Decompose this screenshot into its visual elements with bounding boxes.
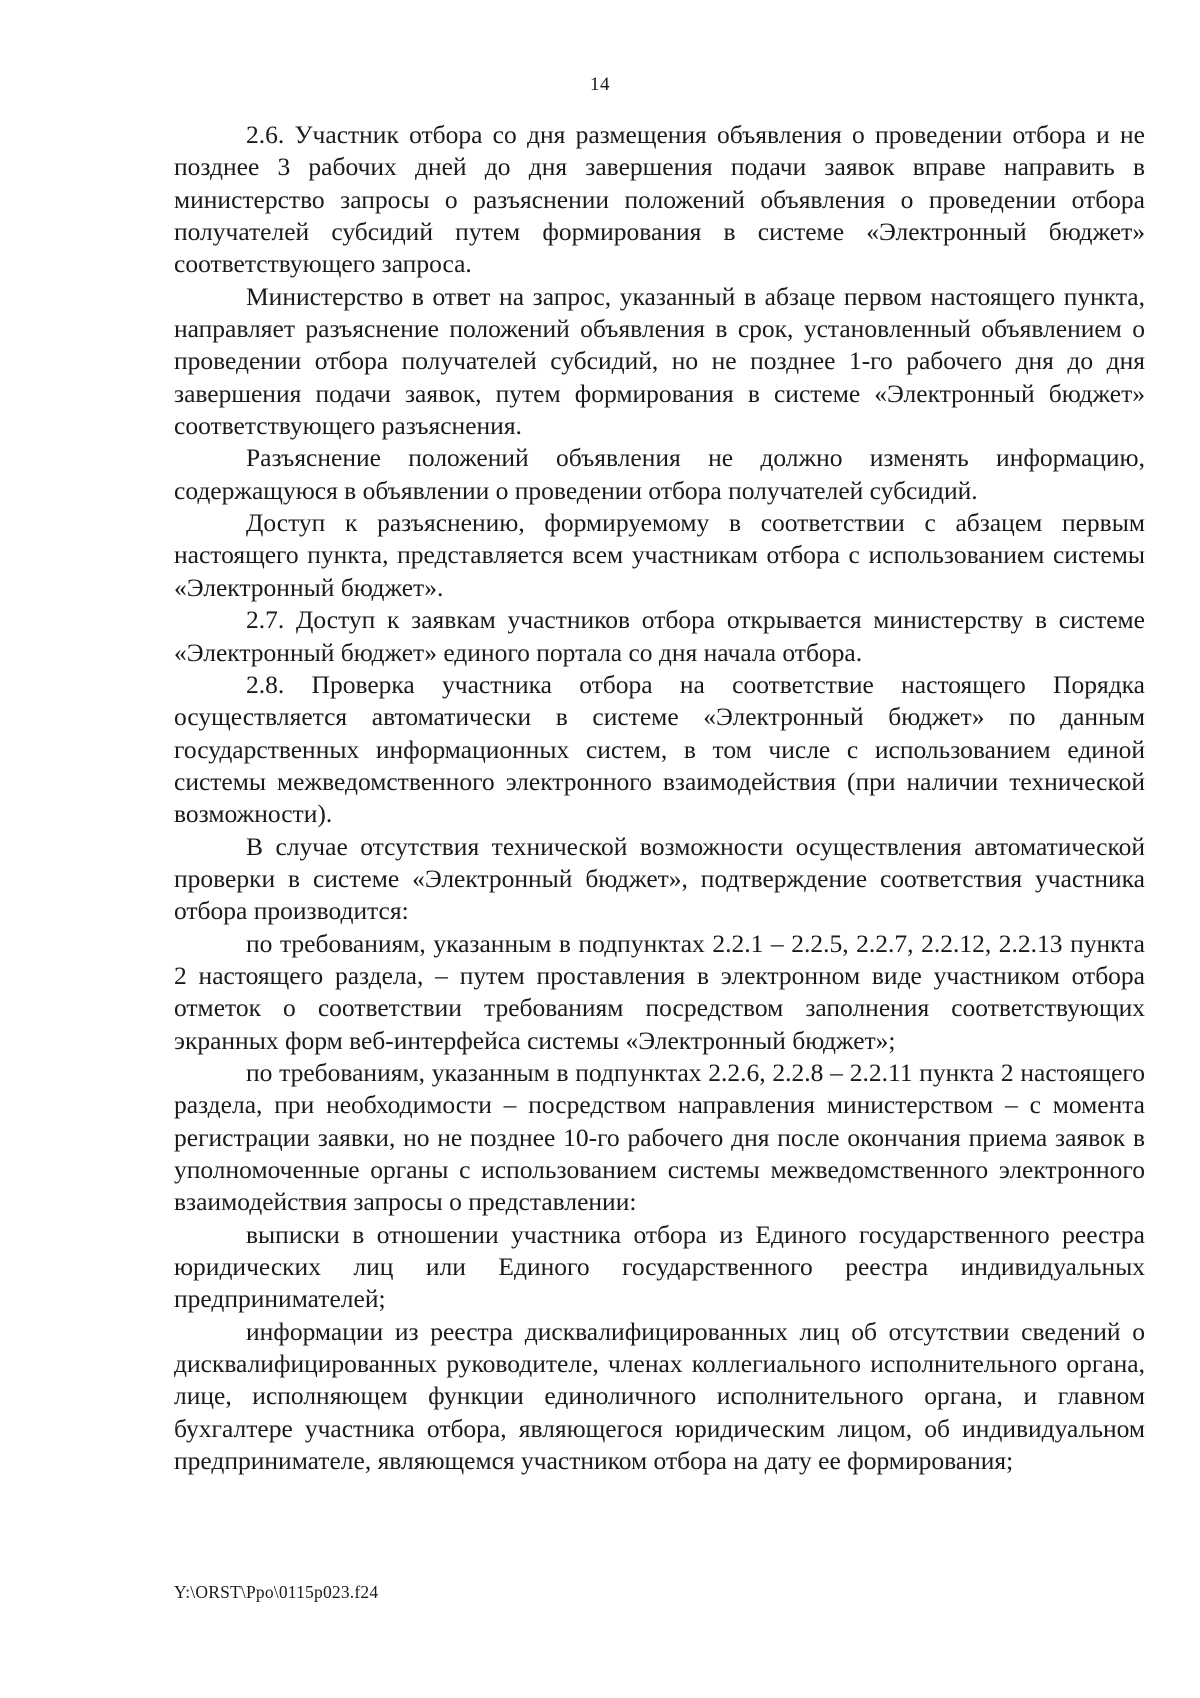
footer-file-path: Y:\ORST\Ppo\0115p023.f24 xyxy=(174,1582,379,1602)
paragraph-registry-extract: выписки в отношении участника отбора из Единого государственного реестра юридических лиц или Единого государственного реестра индивидуальных предпринимателей; xyxy=(174,1219,1145,1314)
paragraph-requirements-self-check: по требованиям, указанным в подпунктах 2.2.1 – 2.2.5, 2.2.7, 2.2.12, 2.2.13 пункта 2 настоящего раздела, – путем проставления в электронном виде участником отбора отметок о соответствии требованиям посредством заполнения соответствующих экранных форм веб-интерфейса системы «Электронный бюджет»; xyxy=(174,928,1145,1055)
document-body xyxy=(174,119,1145,1477)
paragraph-clarification-limit: Разъяснение положений объявления не должно изменять информацию, содержащуюся в объявлении о проведении отбора получателей субсидий. xyxy=(174,443,1145,505)
paragraph-clarification-access: Доступ к разъяснению, формируемому в соответствии с абзацем первым настоящего пункта, представляется всем участникам отбора с использованием системы «Электронный бюджет». xyxy=(174,508,1145,602)
paragraph-2-6: 2.6. Участник отбора со дня размещения объявления о проведении отбора и не позднее 3 рабочих дней до дня завершения подачи заявок вправе направить в министерство запросы о разъяснении положений объявления о проведении отбора получателей субсидий путем формирования в системе «Электронный бюджет» соответствующего запроса. xyxy=(174,120,1145,279)
paragraph-requirements-requests: по требованиям, указанным в подпунктах 2.2.6, 2.2.8 – 2.2.11 пункта 2 настоящего раздела, при необходимости – посредством направления министерством – с момента регистрации заявки, но не позднее 10-го рабочего дня после окончания приема заявок в уполномоченные органы с использованием системы межведомственного электронного взаимодействия запросы о представлении: xyxy=(174,1057,1145,1217)
paragraph-disqualified-registry: информации из реестра дисквалифицированных лиц об отсутствии сведений о дисквалифицированных руководителе, членах коллегиального исполнительного органа, лице, исполняющем функции единоличного исполнительного органа, и главном бухгалтере участника отбора, являющегося юридическим лицом, об индивидуальном предпринимателе, являющемся участником отбора на дату ее формирования; xyxy=(174,1316,1145,1476)
paragraph-2-8: 2.8. Проверка участника отбора на соответствие настоящего Порядка осуществляется автоматически в системе «Электронный бюджет» по данным государственных информационных систем, в том числе с использованием единой системы межведомственного электронного взаимодействия (при наличии технической возможности). xyxy=(174,669,1145,829)
paragraph-2-7: 2.7. Доступ к заявкам участников отбора открывается министерству в системе «Электронный бюджет» единого портала со дня начала отбора. xyxy=(174,605,1145,667)
paragraph-manual-check: В случае отсутствия технической возможности осуществления автоматической проверки в системе «Электронный бюджет», подтверждение соответствия участника отбора производится: xyxy=(174,831,1145,926)
page-number: 14 xyxy=(590,74,610,95)
paragraph-ministry-response: Министерство в ответ на запрос, указанный в абзаце первом настоящего пункта, направляет разъяснение положений объявления в срок, установленный объявлением о проведении отбора получателей субсидий, но не позднее 1-го рабочего дня до дня завершения подачи заявок, путем формирования в системе «Электронный бюджет» соответствующего разъяснения. xyxy=(174,281,1145,441)
